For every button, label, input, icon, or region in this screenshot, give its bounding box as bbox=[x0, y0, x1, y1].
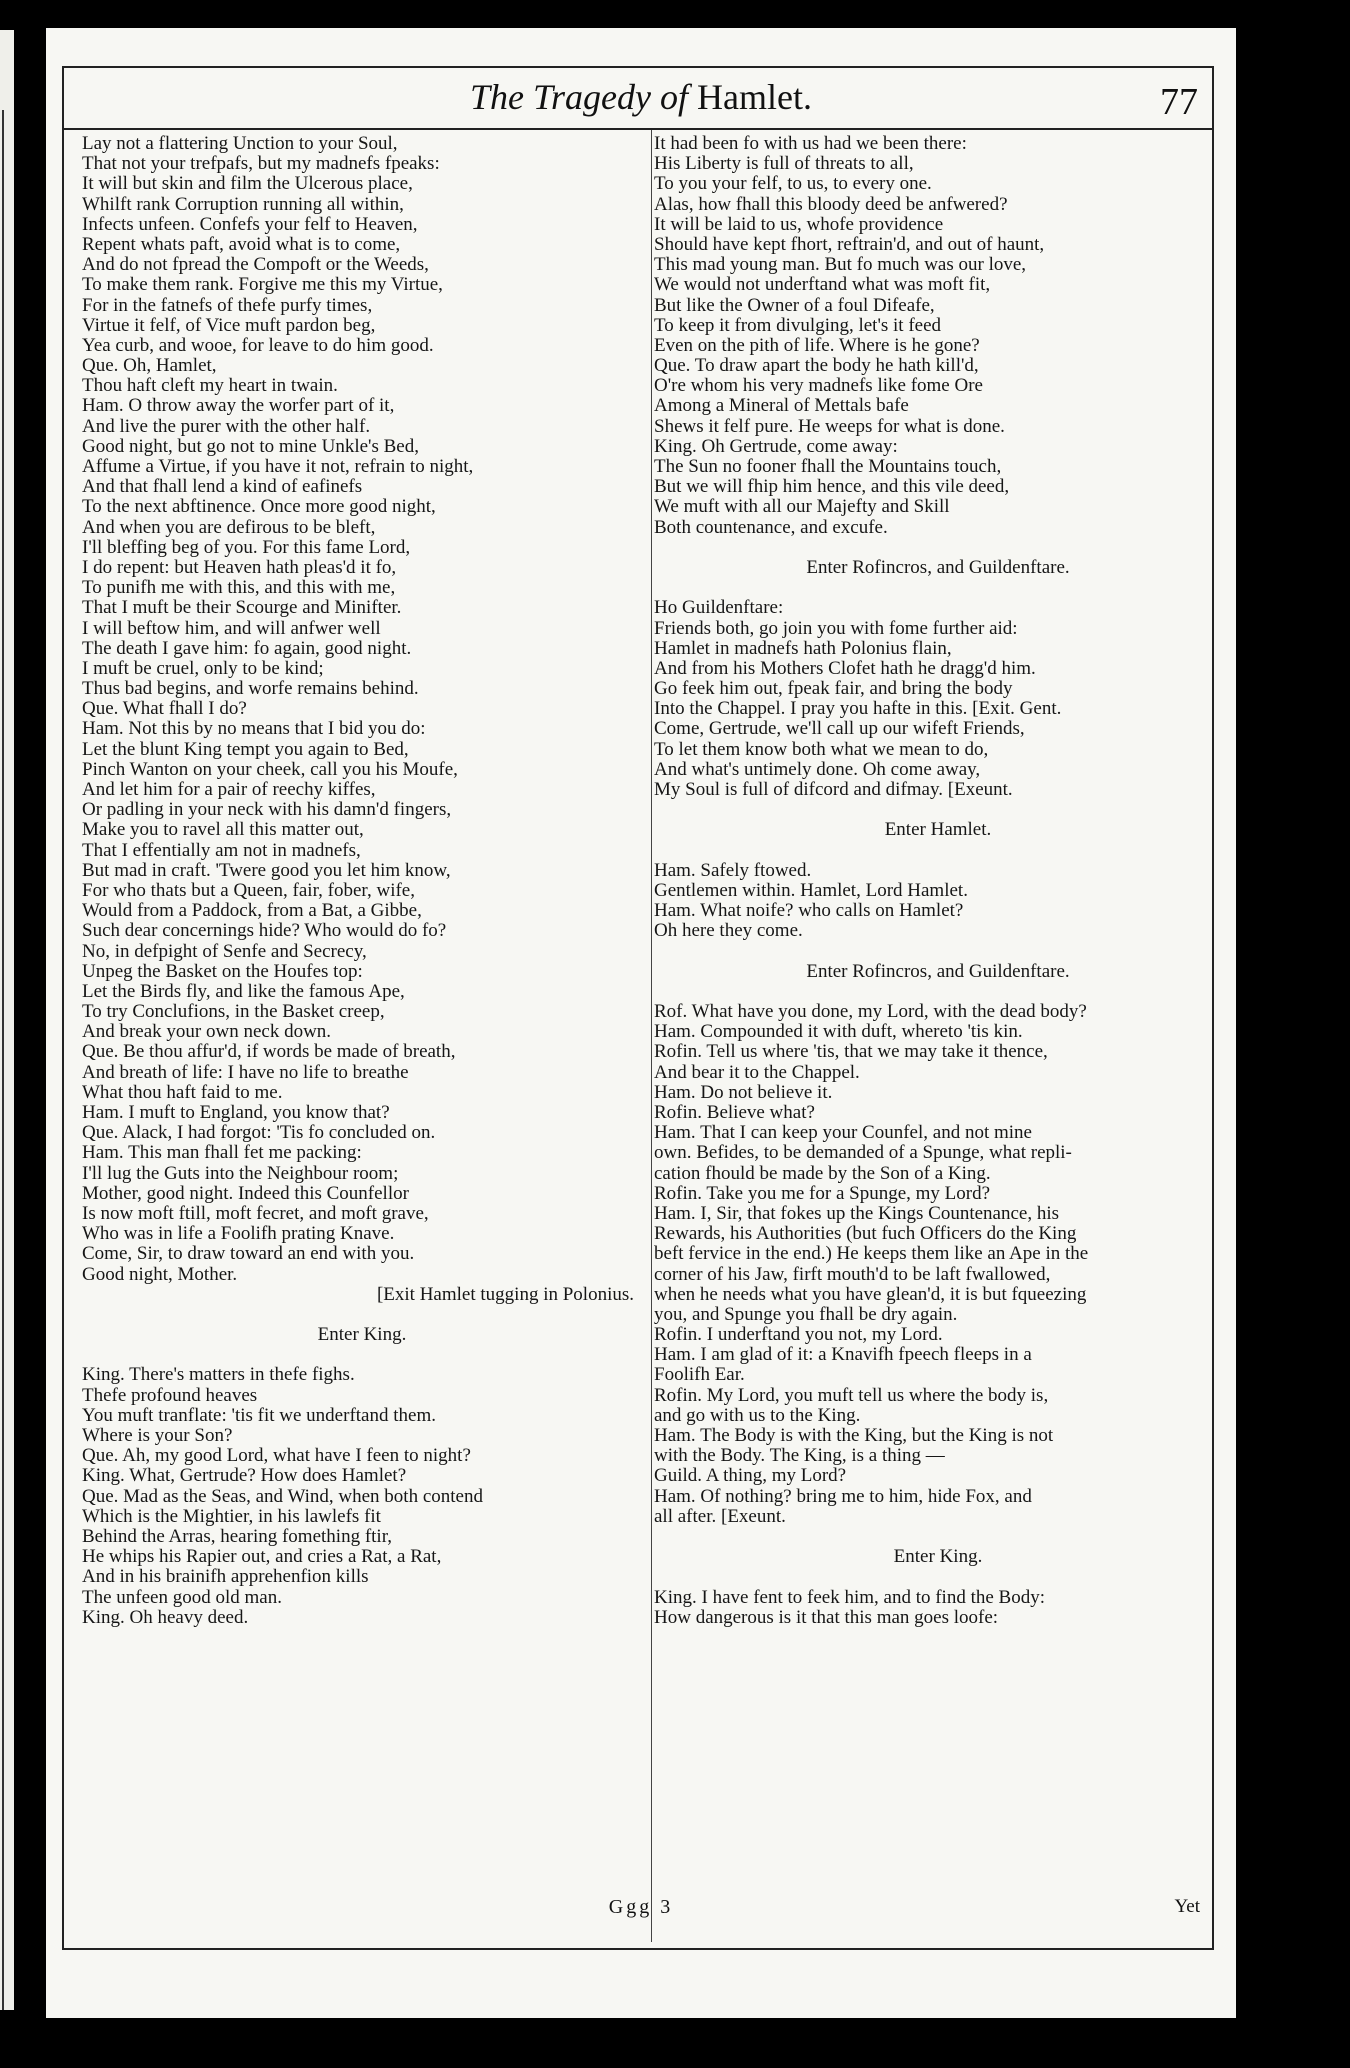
text-line: Que. To draw apart the body he hath kill'd, bbox=[654, 355, 979, 377]
left-column bbox=[82, 134, 642, 1628]
text-line: Shews it felf pure. He weeps for what is done. bbox=[654, 415, 1005, 437]
line-gap bbox=[654, 538, 1222, 558]
text-line: Thefe profound heaves bbox=[82, 1384, 258, 1406]
text-line: Virtue it felf, of Vice muft pardon beg, bbox=[82, 314, 376, 336]
text-line: Would from a Paddock, from a Bat, a Gibbe, bbox=[82, 900, 422, 922]
running-head bbox=[46, 76, 1236, 118]
text-line: Make you to ravel all this matter out, bbox=[82, 819, 364, 841]
text-line: To let them know both what we mean to do, bbox=[654, 738, 989, 760]
text-line: Alas, how fhall this bloody deed be anfwered? bbox=[654, 193, 1008, 215]
line-gap bbox=[654, 800, 1222, 820]
text-line: Behind the Arras, hearing fomething ftir, bbox=[82, 1525, 393, 1547]
text-line: How dangerous is it that this man goes loofe: bbox=[654, 1606, 999, 1628]
text-line: Among a Mineral of Mettals bafe bbox=[654, 395, 909, 417]
text-line: To you your felf, to us, to every one. bbox=[654, 173, 932, 195]
text-line: Ham. I muft to England, you know that? bbox=[82, 1102, 390, 1123]
text-line: Thus bad begins, and worfe remains behind. bbox=[82, 678, 419, 700]
text-line: Que. What fhall I do? bbox=[82, 698, 247, 720]
text-line: Rofin. I underftand you not, my Lord. bbox=[654, 1324, 943, 1346]
text-line: Rofin. Tell us where 'tis, that we may take it thence, bbox=[654, 1041, 1048, 1063]
text-line: I muft be cruel, only to be kind; bbox=[82, 657, 324, 679]
text-line: Que. Mad as the Seas, and Wind, when both contend bbox=[82, 1485, 483, 1507]
text-line: you, and Spunge you fhall be dry again. bbox=[654, 1303, 958, 1325]
text-line: The unfeen good old man. bbox=[82, 1586, 282, 1608]
text-line: His Liberty is full of threats to all, bbox=[654, 153, 914, 175]
text-line: And that fhall lend a kind of eafinefs bbox=[82, 476, 363, 498]
text-line: Both countenance, and excufe. bbox=[654, 516, 888, 538]
text-line: Rofin. My Lord, you muft tell us where the body is, bbox=[654, 1384, 1049, 1406]
text-line: Good night, Mother. bbox=[82, 1263, 238, 1285]
text-line: Whilft rank Corruption running all within, bbox=[82, 193, 404, 215]
text-line: You muft tranflate: 'tis fit we underftand them. bbox=[82, 1404, 436, 1426]
line-gap bbox=[82, 1305, 642, 1325]
text-line: Mother, good night. Indeed this Counfellor bbox=[82, 1182, 409, 1204]
text-line: Ho Guildenftare: bbox=[654, 597, 784, 619]
text-line: King. Oh heavy deed. bbox=[82, 1606, 249, 1628]
text-line: To make them rank. Forgive me this my Virtue, bbox=[82, 274, 443, 296]
line-gap bbox=[654, 578, 1222, 598]
text-line: And let him for a pair of reechy kiffes, bbox=[82, 779, 376, 800]
catchword: Yet bbox=[1174, 1896, 1200, 1917]
line-gap bbox=[654, 982, 1222, 1002]
text-line: O're whom his very madnefs like fome Ore bbox=[654, 375, 983, 397]
text-line: Ham. The Body is with the King, but the King is not bbox=[654, 1425, 1054, 1446]
text-line: Who was in life a Foolifh prating Knave. bbox=[82, 1223, 395, 1245]
text-line: Yea curb, and wooe, for leave to do him good. bbox=[82, 334, 434, 356]
text-line: Hamlet in madnefs hath Polonius flain, bbox=[654, 637, 952, 659]
text-line: And live the purer with the other half. bbox=[82, 415, 371, 437]
text-line: Lay not a flattering Unction to your Soul, bbox=[82, 133, 398, 154]
text-line: No, in defpight of Senfe and Secrecy, bbox=[82, 940, 367, 962]
text-line: cation fhould be made by the Son of a King. bbox=[654, 1162, 991, 1184]
text-line: Come, Sir, to draw toward an end with you. bbox=[82, 1243, 415, 1265]
text-line: Enter King. bbox=[317, 1324, 407, 1346]
text-line: Enter Rofincros, and Guildenftare. bbox=[806, 960, 1070, 982]
text-line: Enter Hamlet. bbox=[884, 819, 992, 841]
text-line: Which is the Mightier, in his lawlefs fit bbox=[82, 1505, 381, 1527]
text-line: Gentlemen within. Hamlet, Lord Hamlet. bbox=[654, 879, 968, 901]
right-column bbox=[654, 134, 1222, 1628]
text-line: Enter Rofincros, and Guildenftare. bbox=[806, 556, 1070, 578]
text-line: [Exit Hamlet tugging in Polonius. bbox=[376, 1283, 634, 1305]
text-line: beft fervice in the end.) He keeps them like an Ape in the bbox=[654, 1243, 1089, 1265]
text-line: when he needs what you have glean'd, it is but fqueezing bbox=[654, 1283, 1087, 1305]
text-line: Que. Oh, Hamlet, bbox=[82, 355, 217, 377]
text-line: Friends both, go join you with fome further aid: bbox=[654, 617, 1018, 639]
line-gap bbox=[654, 942, 1222, 962]
text-line: Affume a Virtue, if you have it not, refrain to night, bbox=[82, 456, 474, 477]
text-line: This mad young man. But fo much was our love, bbox=[654, 254, 1027, 276]
text-line: But mad in craft. 'Twere good you let him know, bbox=[82, 859, 451, 881]
text-line: Enter King. bbox=[893, 1546, 983, 1568]
line-gap bbox=[654, 1567, 1222, 1587]
text-line: And in his brainifh apprehenfion kills bbox=[82, 1566, 369, 1588]
text-line: Ham. Safely ftowed. bbox=[654, 859, 812, 881]
title-prefix: The Tragedy bbox=[470, 77, 652, 117]
text-line: own. Befides, to be demanded of a Spunge, what repli- bbox=[654, 1142, 1072, 1164]
text-line: It will but skin and film the Ulcerous place, bbox=[82, 173, 413, 195]
book-page bbox=[46, 28, 1236, 2018]
text-line: But we will fhip him hence, and this vile deed, bbox=[654, 476, 1010, 498]
text-line: To try Conclufions, in the Basket creep, bbox=[82, 1001, 385, 1023]
text-line: King. What, Gertrude? How does Hamlet? bbox=[82, 1465, 407, 1487]
text-line: Que. Alack, I had forgot: 'Tis fo concluded on. bbox=[82, 1122, 436, 1144]
text-line: Let the Birds fly, and like the famous Ape, bbox=[82, 980, 405, 1002]
text-line: To punifh me with this, and this with me, bbox=[82, 577, 396, 599]
text-line: The death I gave him: fo again, good night. bbox=[82, 637, 412, 659]
text-line: Guild. A thing, my Lord? bbox=[654, 1465, 847, 1487]
text-line: Is now moft ftill, moft fecret, and moft grave, bbox=[82, 1202, 429, 1224]
text-line: I will beftow him, and will anfwer well bbox=[82, 617, 381, 639]
text-line: Rofin. Believe what? bbox=[654, 1102, 815, 1123]
text-line: with the Body. The King, is a thing — bbox=[654, 1445, 945, 1467]
text-line: And what's untimely done. Oh come away, bbox=[654, 758, 981, 780]
text-line: Or padling in your neck with his damn'd fingers, bbox=[82, 799, 452, 821]
text-line: To the next abftinence. Once more good night, bbox=[82, 496, 436, 518]
text-line: Rofin. Take you me for a Spunge, my Lord? bbox=[654, 1182, 991, 1204]
text-line: Que. Be thou affur'd, if words be made of breath, bbox=[82, 1041, 456, 1063]
text-line: And when you are defirous to be bleft, bbox=[82, 516, 376, 538]
line-gap bbox=[654, 841, 1222, 861]
header-rule bbox=[62, 128, 1212, 130]
text-line: Pinch Wanton on your cheek, call you his Moufe, bbox=[82, 758, 458, 780]
text-line: The Sun no fooner fhall the Mountains touch, bbox=[654, 456, 1002, 477]
title-of: of bbox=[660, 77, 689, 117]
text-line: Ham. Not this by no means that I bid you do: bbox=[82, 718, 426, 740]
adjacent-page-edge bbox=[0, 30, 14, 2010]
text-line: I do repent: but Heaven hath pleas'd it fo, bbox=[82, 556, 397, 578]
text-line: Unpeg the Basket on the Houfes top: bbox=[82, 960, 363, 982]
text-line: Ham. I, Sir, that fokes up the Kings Countenance, his bbox=[654, 1202, 1060, 1224]
text-line: That I effentially am not in madnefs, bbox=[82, 839, 361, 861]
text-line: and go with us to the King. bbox=[654, 1404, 861, 1426]
line-gap bbox=[82, 1345, 642, 1365]
text-line: I'll lug the Guts into the Neighbour room; bbox=[82, 1162, 399, 1184]
text-line: Rewards, his Authorities (but fuch Officers do the King bbox=[654, 1223, 1077, 1245]
text-line: We would not underftand what was moft fit, bbox=[654, 274, 991, 296]
text-line: Ham. That I can keep your Counfel, and not mine bbox=[654, 1122, 1032, 1144]
text-line: Ham. Of nothing? bring me to him, hide Fox, and bbox=[654, 1485, 1032, 1507]
text-line: That I muft be their Scourge and Minifter. bbox=[82, 597, 402, 619]
text-line: Infects unfeen. Confefs your felf to Heaven, bbox=[82, 213, 418, 235]
text-line: It will be laid to us, whofe providence bbox=[654, 213, 944, 235]
text-line: corner of his Jaw, firft mouth'd to be laft fwallowed, bbox=[654, 1263, 1051, 1285]
text-line: He whips his Rapier out, and cries a Rat, a Rat, bbox=[82, 1546, 442, 1568]
text-line: Ham. What noife? who calls on Hamlet? bbox=[654, 900, 964, 922]
column-divider bbox=[651, 130, 652, 1942]
text-line: For who thats but a Queen, fair, fober, wife, bbox=[82, 879, 415, 901]
adjacent-page-rule bbox=[2, 110, 4, 2010]
text-line: Even on the pith of life. Where is he gone? bbox=[654, 334, 980, 356]
text-line: Should have kept fhort, reftrain'd, and out of haunt, bbox=[654, 233, 1045, 255]
text-line: King. There's matters in thefe fighs. bbox=[82, 1364, 355, 1386]
text-line: We muft with all our Majefty and Skill bbox=[654, 496, 950, 518]
page-number: 77 bbox=[1160, 81, 1198, 123]
text-line: Ham. This man fhall fet me packing: bbox=[82, 1142, 362, 1164]
text-line: My Soul is full of difcord and difmay. [Exeunt. bbox=[654, 779, 1013, 800]
text-line: Oh here they come. bbox=[654, 920, 803, 942]
text-line: To keep it from divulging, let's it feed bbox=[654, 314, 942, 336]
text-line: Into the Chappel. I pray you hafte in this. [Exit. Gent. bbox=[654, 698, 1062, 720]
line-gap bbox=[654, 1527, 1222, 1547]
text-line: King. I have fent to feek him, and to find the Body: bbox=[654, 1586, 1045, 1608]
text-line: King. Oh Gertrude, come away: bbox=[654, 435, 898, 457]
text-line: For in the fatnefs of thefe purfy times, bbox=[82, 294, 373, 316]
text-line: Ham. I am glad of it: a Knavifh fpeech fleeps in a bbox=[654, 1344, 1032, 1366]
text-line: Ham. Compounded it with duft, whereto 'tis kin. bbox=[654, 1021, 1023, 1043]
text-line: Rof. What have you done, my Lord, with the dead body? bbox=[654, 1001, 1087, 1023]
text-line: Que. Ah, my good Lord, what have I feen to night? bbox=[82, 1445, 471, 1467]
text-line: Let the blunt King tempt you again to Bed, bbox=[82, 738, 409, 760]
text-line: Go feek him out, fpeak fair, and bring the body bbox=[654, 678, 1013, 700]
text-line: I'll bleffing beg of you. For this fame Lord, bbox=[82, 536, 411, 558]
text-line: all after. [Exeunt. bbox=[654, 1505, 786, 1527]
text-line: And break your own neck down. bbox=[82, 1021, 332, 1043]
text-line: But like the Owner of a foul Difeafe, bbox=[654, 294, 935, 316]
text-line: Thou haft cleft my heart in twain. bbox=[82, 375, 338, 397]
text-line: Come, Gertrude, we'll call up our wifeft Friends, bbox=[654, 718, 1025, 740]
text-line: Good night, but go not to mine Unkle's Bed, bbox=[82, 435, 419, 457]
text-line: And do not fpread the Compoft or the Weeds, bbox=[82, 254, 429, 276]
text-line: Repent whats paft, avoid what is to come, bbox=[82, 233, 401, 255]
text-line: It had been fo with us had we been there: bbox=[654, 133, 967, 154]
text-line: And breath of life: I have no life to breathe bbox=[82, 1061, 409, 1083]
text-line: Such dear concernings hide? Who would do fo? bbox=[82, 920, 447, 942]
signature-mark: Ggg 3 bbox=[608, 1896, 674, 1918]
title-name: Hamlet. bbox=[697, 77, 812, 117]
text-line: Ham. Do not believe it. bbox=[654, 1081, 833, 1103]
text-line: Foolifh Ear. bbox=[654, 1364, 745, 1386]
text-line: And bear it to the Chappel. bbox=[654, 1061, 860, 1083]
text-line: And from his Mothers Clofet hath he dragg'd him. bbox=[654, 657, 1036, 679]
text-line: Ham. O throw away the worfer part of it, bbox=[82, 395, 395, 417]
text-line: That not your trefpafs, but my madnefs fpeaks: bbox=[82, 153, 440, 175]
text-line: What thou haft faid to me. bbox=[82, 1081, 283, 1103]
text-line: Where is your Son? bbox=[82, 1425, 233, 1446]
